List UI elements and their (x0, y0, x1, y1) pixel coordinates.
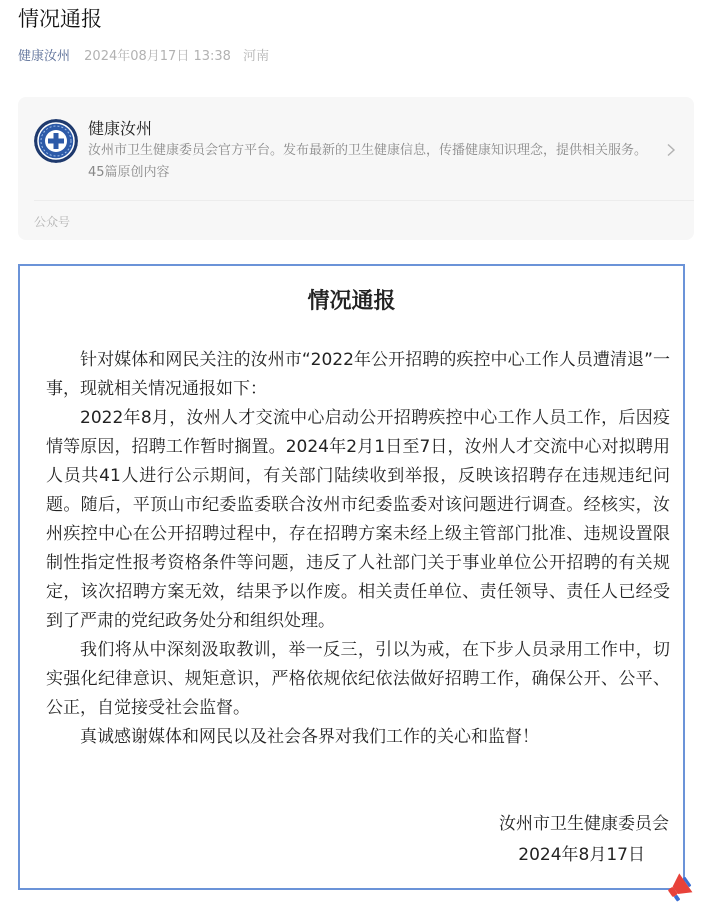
signature-organization: 汝州市卫生健康委员会 (499, 814, 669, 834)
notice-body (46, 346, 670, 752)
account-name: 健康汝州 (88, 119, 153, 138)
publish-region: 河南 (243, 49, 270, 64)
account-type-label: 公众号 (34, 215, 71, 229)
megaphone-icon (660, 868, 698, 906)
notice-paragraph: 针对媒体和网民关注的汝州市“2022年公开招聘的疾控中心工作人员遭清退”一事，现就相关情况通报如下： (46, 350, 670, 399)
article-meta (18, 47, 277, 67)
notice-paragraph: 2022年8月，汝州人才交流中心启动公开招聘疾控中心工作人员工作，后因疫情等原因，招聘工作暂时搁置。2024年2月1日至7日，汝州人才交流中心对拟聘用人员共41人进行公示期间，有关部门陆续收到举报，反映该招聘存在违规违纪问题。随后，平顶山市纪委监委联合汝州市纪委监委对该问题进行调查。经核实，汝州疾控中心在公开招聘过程中，存在招聘方案未经上级主管部门批准、违规设置限制性指定性报考资格条件等问题，违反了人社部门关于事业单位公开招聘的有关规定，该次招聘方案无效，结果予以作废。相关责任单位、责任领导、责任人已经受到了严肃的党纪政务处分和组织处理。 (46, 408, 670, 631)
account-card[interactable] (18, 97, 694, 240)
chevron-right-icon[interactable] (664, 143, 678, 157)
health-emblem-icon (34, 119, 78, 163)
publish-date: 2024年08月17日 13:38 (84, 49, 231, 64)
signature-date: 2024年8月17日 (518, 845, 645, 865)
author-link[interactable]: 健康汝州 (18, 49, 71, 64)
card-divider (34, 200, 694, 201)
account-description: 汝州市卫生健康委员会官方平台。发布最新的卫生健康信息，传播健康知识理念，提供相关服务。 (88, 143, 648, 158)
article-title: 情况通报 (18, 7, 102, 31)
notice-paragraph: 真诚感谢媒体和网民以及社会各界对我们工作的关心和监督！ (80, 727, 539, 747)
account-avatar (34, 119, 78, 163)
floating-megaphone-button[interactable] (660, 868, 698, 906)
notice-paragraph: 我们将从中深刻汲取教训，举一反三，引以为戒，在下步人员录用工作中，切实强化纪律意识、规矩意识，严格依规依纪依法做好招聘工作，确保公开、公平、公正，自觉接受社会监督。 (46, 640, 670, 718)
notice-heading: 情况通报 (307, 289, 396, 314)
original-count: 45篇原创内容 (88, 165, 170, 180)
notice-content-box (18, 264, 685, 890)
